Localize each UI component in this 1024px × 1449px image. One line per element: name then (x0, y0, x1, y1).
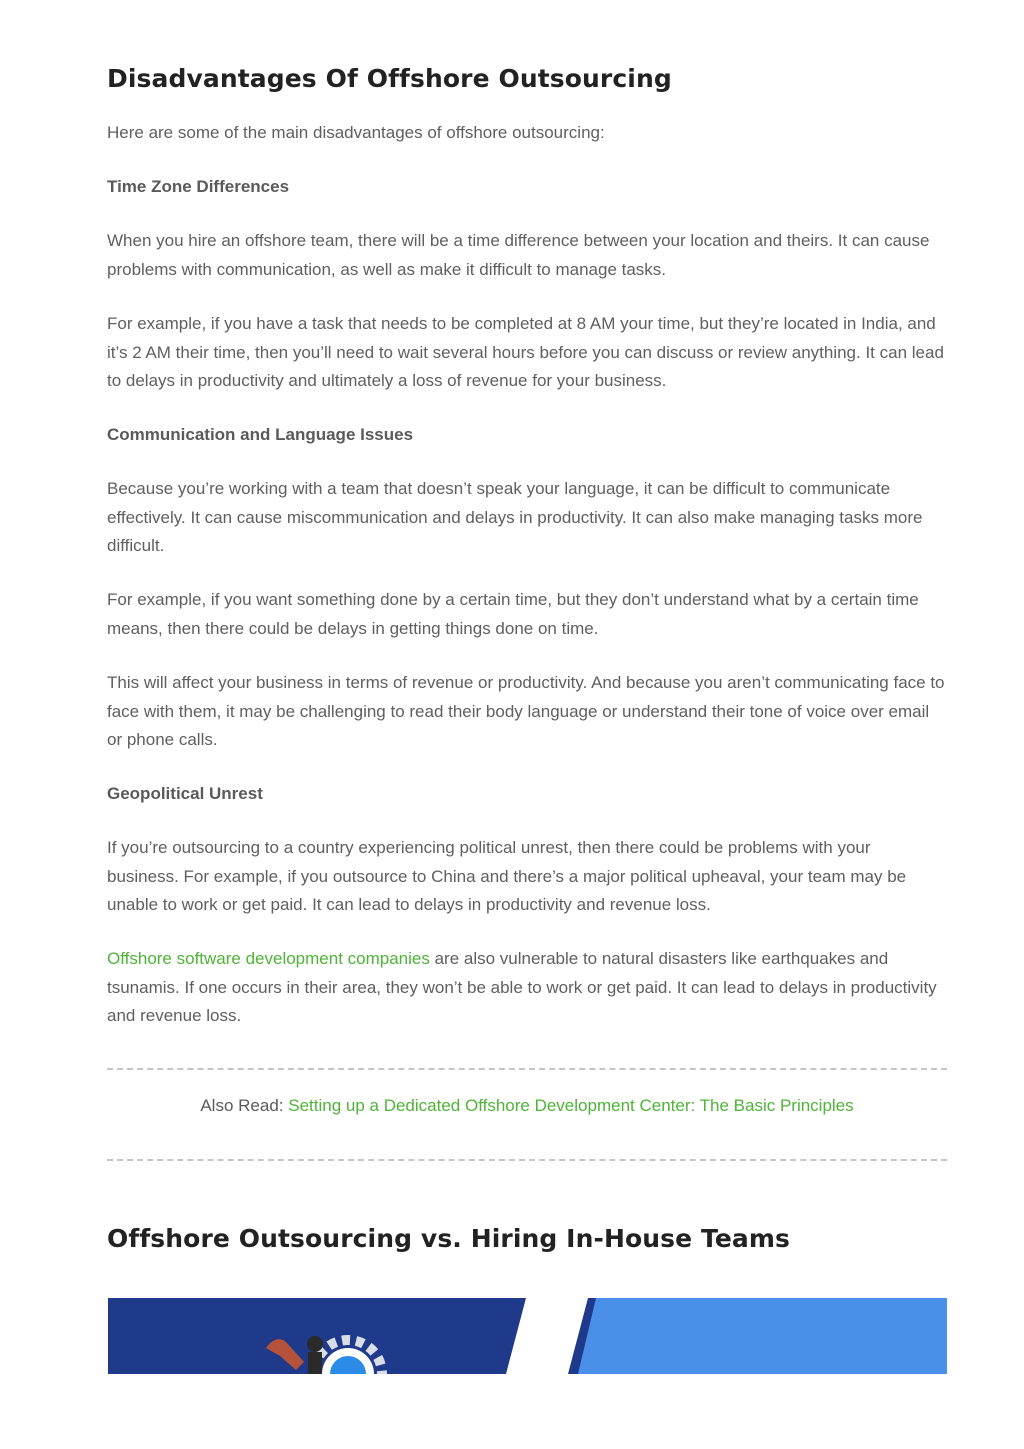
subheading-communication: Communication and Language Issues (107, 425, 414, 444)
banner-illustration (108, 1298, 947, 1374)
also-read-label: Also Read: (200, 1096, 289, 1115)
divider-top (107, 1068, 947, 1070)
communication-paragraph-3: This will affect your business in terms of revenue or productivity. And because you aren’t communicating face to face with them, it may be challenging to read their body language or understand their tone of voice over email or phone calls. (107, 673, 945, 749)
also-read-box (107, 1092, 947, 1120)
subheading-geopolitical: Geopolitical Unrest (107, 784, 263, 803)
section-heading-disadvantages: Disadvantages Of Offshore Outsourcing (107, 64, 672, 93)
time-zone-paragraph-2: For example, if you have a task that needs to be completed at 8 AM your time, but they’re located in India, and it’s 2 AM their time, then you’ll need to wait several hours before you can discuss or review anything. It can lead to delays in productivity and ultimately a loss of revenue for your business. (107, 314, 944, 390)
geopolitical-paragraph-1: If you’re outsourcing to a country experiencing political unrest, then there could be problems with your business. For example, if you outsource to China and there’s a major political upheaval, your team may be unable to work or get paid. It can lead to delays in productivity and revenue loss. (107, 838, 907, 914)
offshore-companies-link[interactable]: Offshore software development companies (107, 949, 430, 968)
section-heading-vs: Offshore Outsourcing vs. Hiring In-House Teams (107, 1224, 790, 1253)
intro-paragraph: Here are some of the main disadvantages of offshore outsourcing: (107, 123, 605, 142)
subheading-time-zone: Time Zone Differences (107, 177, 290, 196)
communication-paragraph-1: Because you’re working with a team that doesn’t speak your language, it can be difficult to communicate effectively. It can cause miscommunication and delays in productivity. It can also make managing tasks more difficult. (107, 479, 923, 555)
geopolitical-paragraph-2-text: are also vulnerable to natural disasters like earthquakes and tsunamis. If one occurs in their area, they won’t be able to work or get paid. It can lead to delays in productivity and revenue loss. (107, 949, 937, 1025)
geopolitical-paragraph-2 (107, 945, 947, 1031)
time-zone-paragraph-1: When you hire an offshore team, there will be a time difference between your location and theirs. It can cause problems with communication, as well as make it difficult to manage tasks. (107, 231, 930, 279)
banner-light-panel (578, 1298, 947, 1374)
communication-paragraph-2: For example, if you want something done by a certain time, but they don’t understand what by a certain time means, then there could be delays in getting things done on time. (107, 590, 919, 638)
divider-bottom (107, 1159, 947, 1161)
article-banner-image (108, 1298, 947, 1374)
also-read-link[interactable]: Setting up a Dedicated Offshore Development Center: The Basic Principles (288, 1096, 854, 1115)
